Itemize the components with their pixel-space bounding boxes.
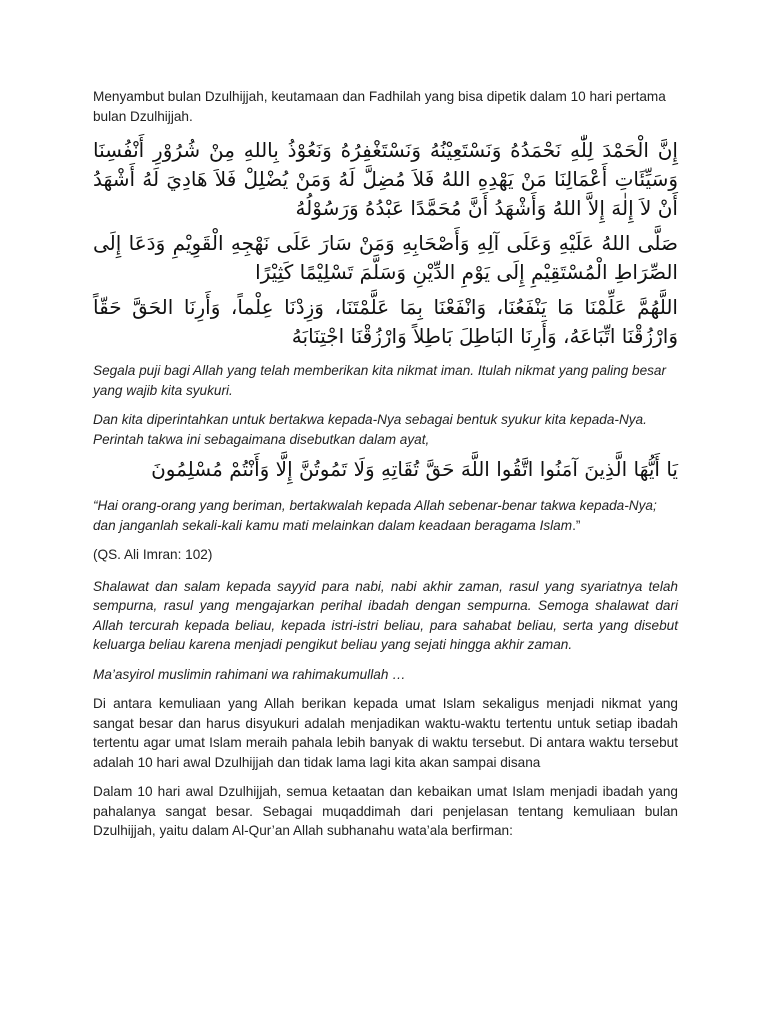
command-text: Dan kita diperintahkan untuk bertakwa kepada-Nya sebagai bentuk syukur kita kepada-Nya. Perintah takwa ini sebagaimana disebutkan dalam ayat, [93,412,647,447]
verse-translation-main: “Hai orang-orang yang beriman, bertakwalah kepada Allah sebenar-benar takwa kepada-Nya; dan janganlah sekali-kali kamu mati melainkan dalam keadaan beragama Islam [93,498,657,533]
praise-text: Segala puji bagi Allah yang telah memberikan kita nikmat iman. Itulah nikmat yang paling besar yang wajib kita syukuri. [93,363,667,398]
intro-text: Menyambut bulan Dzulhijjah, keutamaan dan Fadhilah yang bisa dipetik dalam 10 hari pertama bulan Dzulhijjah. [93,89,666,124]
verse-translation [93,496,678,535]
greeting-text: Ma’asyirol muslimin rahimani wa rahimakumullah … [93,666,406,682]
verse-reference: (QS. Ali Imran: 102) [93,547,213,562]
shalawat-text: Shalawat dan salam kepada sayyid para nabi, nabi akhir zaman, rasul yang syariatnya telah sempurna, rasul yang mengajarkan perihal ibadah dengan sempurna. Semoga shalawat dari Allah tercurah kepada beliau, kepada istri-istri beliau, para sahabat beliau, serta yang disebut keluarga beliau karena menjadi pengikut beliau yang sejati hingga akhir zaman. [93,578,678,652]
quran-verse-arabic: يَا أَيُّهَا الَّذِينَ آمَنُوا اتَّقُوا اللَّهَ حَقَّ تُقَاتِهِ وَلَا تَمُوتُنَّ إِلَّا وَأَنْتُمْ مُسْلِمُونَ [151,457,678,481]
paragraph-2: Dalam 10 hari awal Dzulhijjah, semua ketaatan dan kebaikan umat Islam menjadi ibadah yang pahalanya sangat besar. Sebagai muqaddimah dari penjelasan tentang kemuliaan bulan Dzulhijjah, yaitu dalam Al-Qur’an Allah subhanahu wata’ala berfirman: [93,784,678,838]
arabic-opening-text: إِنَّ الْحَمْدَ لِلّٰهِ نَحْمَدُهُ وَنَسْتَعِيْنُهُ وَنَسْتَغْفِرُهُ وَنَعُوْذُ بِاللهِ مِنْ شُرُوْرِ أَنْفُسِنَا وَسَيِّئَاتِ أَعْمَالِنَا مَنْ يَهْدِهِ اللهُ فَلاَ مُضِلَّ لَهُ وَمَنْ يُضْلِلْ فَلاَ هَادِيَ لَهُ أَشْهَدُ أَنْ لاَ إِلٰهَ إِلاَّ اللهُ وَأَشْهَدُ أَنَّ مُحَمَّدًا عَبْدُهُ وَرَسُوْلُهُ [93,138,678,220]
document-page [93,87,678,851]
verse-translation-end: .” [572,517,581,533]
paragraph-1: Di antara kemuliaan yang Allah berikan kepada umat Islam sekaligus menjadi nikmat yang sangat besar dan harus disyukuri adalah menjadikan waktu-waktu tertentu untuk setiap ibadah tertentu agar umat Islam meraih pahala lebih banyak di waktu tersebut. Di antara waktu tersebut adalah 10 hari awal Dzulhijjah dan tidak lama lagi kita akan sampai disana [93,696,678,770]
arabic-shalawat-text: صَلَّى اللهُ عَلَيْهِ وَعَلَى آلِهِ وَأَصْحَابِهِ وَمَنْ سَارَ عَلَى نَهْجِهِ الْقَوِيْمِ وَدَعَا إِلَى الصِّرَاطِ الْمُسْتَقِيْمِ إِلَى يَوْمِ الدِّيْنِ وَسَلَّمَ تَسْلِيْمًا كَثِيْرًا [93,231,678,284]
arabic-doa-text: اللَّهُمَّ عَلِّمْنَا مَا يَنْفَعُنَا، وَانْفَعْنَا بِمَا عَلَّمْتَنَا، وَزِدْنَا عِلْماً، وَأَرِنَا الحَقَّ حَقّاً وَارْزُقْنَا اتِّبَاعَهُ، وَأَرِنَا البَاطِلَ بَاطِلاً وَارْزُقْنَا اجْتِنَابَهُ [93,295,678,348]
